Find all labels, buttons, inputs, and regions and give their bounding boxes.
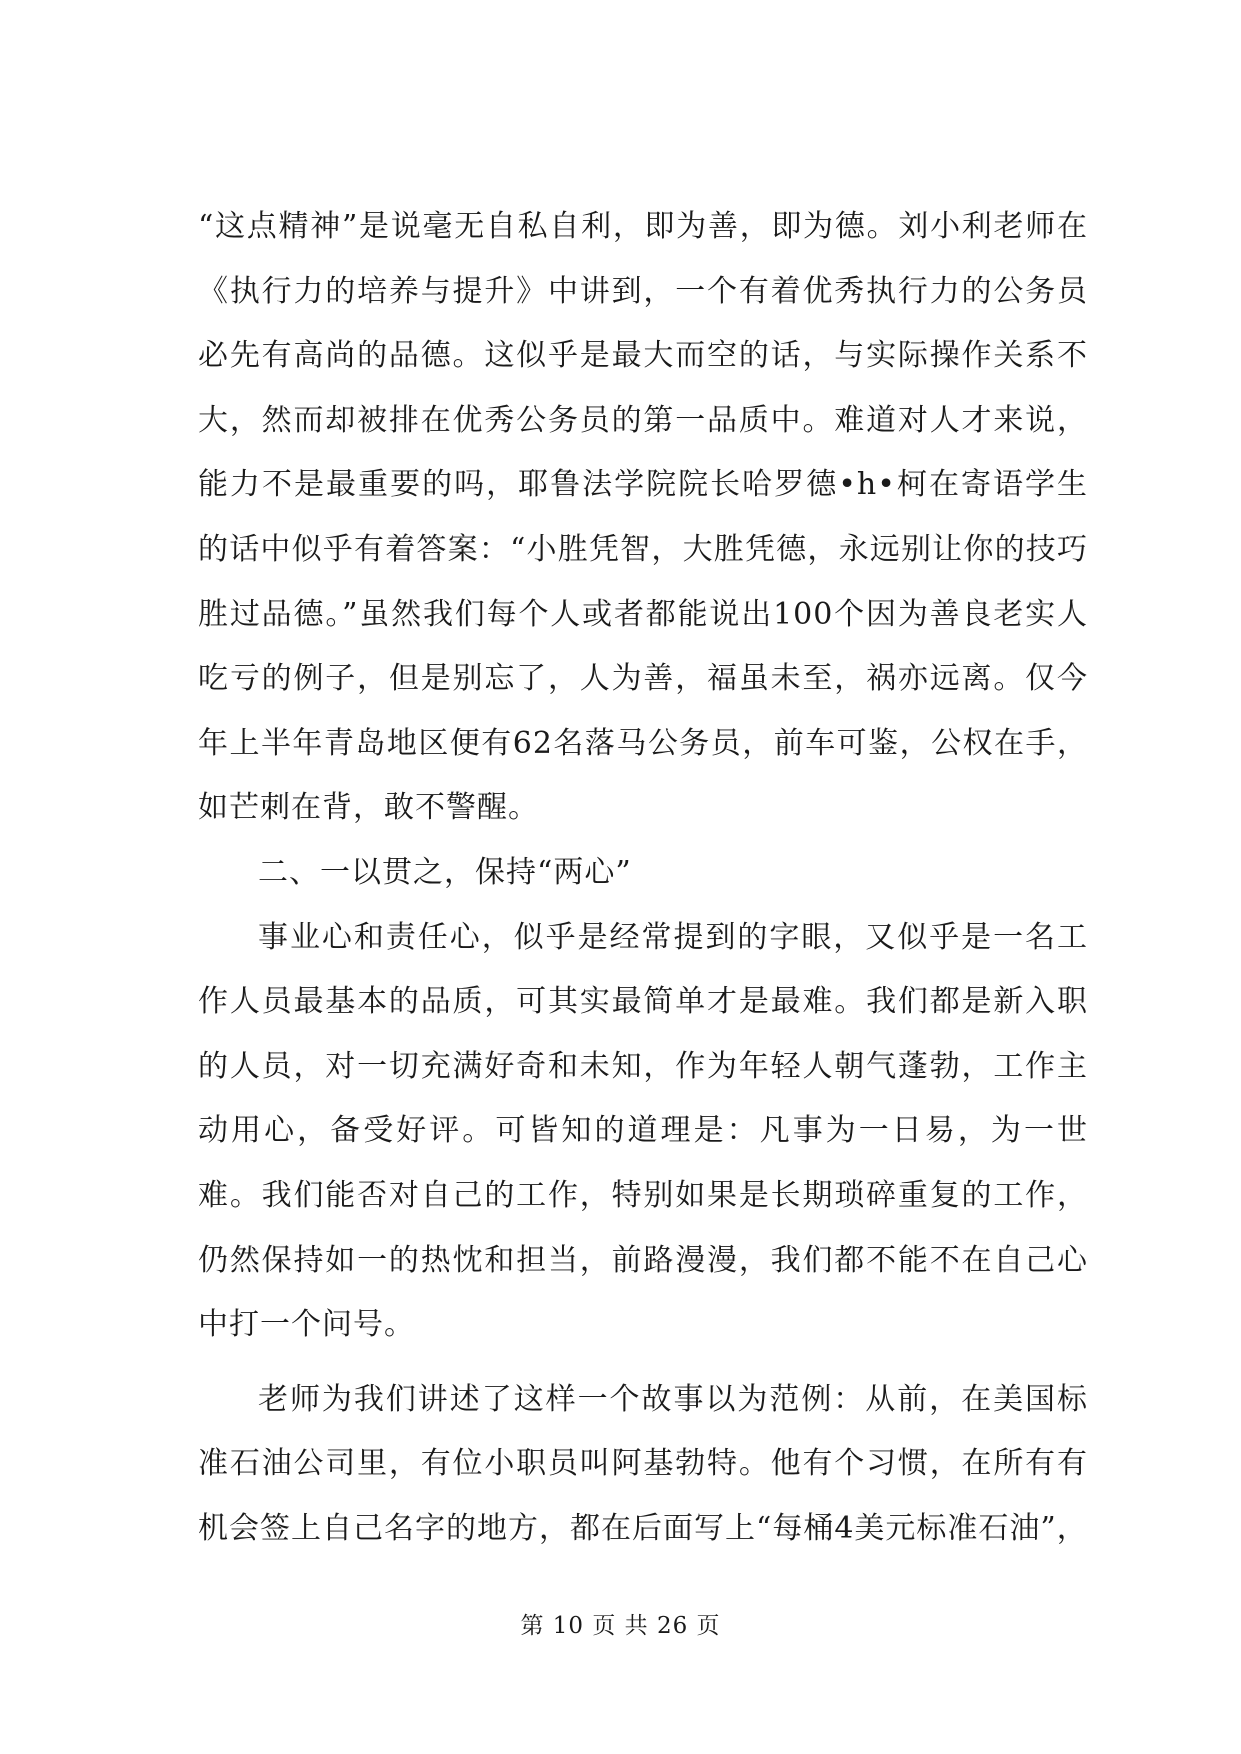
paragraph: 老师为我们讲述了这样一个故事以为范例：从前，在美国标准石油公司里，有位小职员叫阿基勃特。他有个习惯，在所有有机会签上自己名字的地方，都在后面写上“每桶4美元标准石油”， <box>198 1381 1088 1546</box>
section-heading: 二、一以贯之，保持“两心” <box>258 854 632 890</box>
paragraph-continuation: “这点精神”是说毫无自私自利，即为善，即为德。刘小利老师在《执行力的培养与提升》中讲到，一个有着优秀执行力的公务员必先有高尚的品德。这似乎是最大而空的话，与实际操作关系不大，然而却被排在优秀公务员的第一品质中。难道对人才来说，能力不是最重要的吗，耶鲁法学院院长哈罗德•h•柯在寄语学生的话中似乎有着答案：“小胜凭智，大胜凭德，永远别让你的技巧胜过品德。”虽然我们每个人或者都能说出100个因为善良老实人吃亏的例子，但是别忘了，人为善，福虽未至，祸亦远离。仅今年上半年青岛地区便有62名落马公务员，前车可鉴，公权在手，如芒刺在背，敢不警醒。 <box>198 209 1088 826</box>
paragraph: 事业心和责任心，似乎是经常提到的字眼，又似乎是一名工作人员最基本的品质，可其实最简单才是最难。我们都是新入职的人员，对一切充满好奇和未知，作为年轻人朝气蓬勃，工作主动用心，备受好评。可皆知的道理是：凡事为一日易，为一世难。我们能否对自己的工作，特别如果是长期琐碎重复的工作，仍然保持如一的热忱和担当，前路漫漫，我们都不能不在自己心中打一个问号。 <box>198 919 1088 1343</box>
page-number-footer: 第 10 页 共 26 页 <box>520 1613 721 1639</box>
body-text <box>198 195 1088 1561</box>
